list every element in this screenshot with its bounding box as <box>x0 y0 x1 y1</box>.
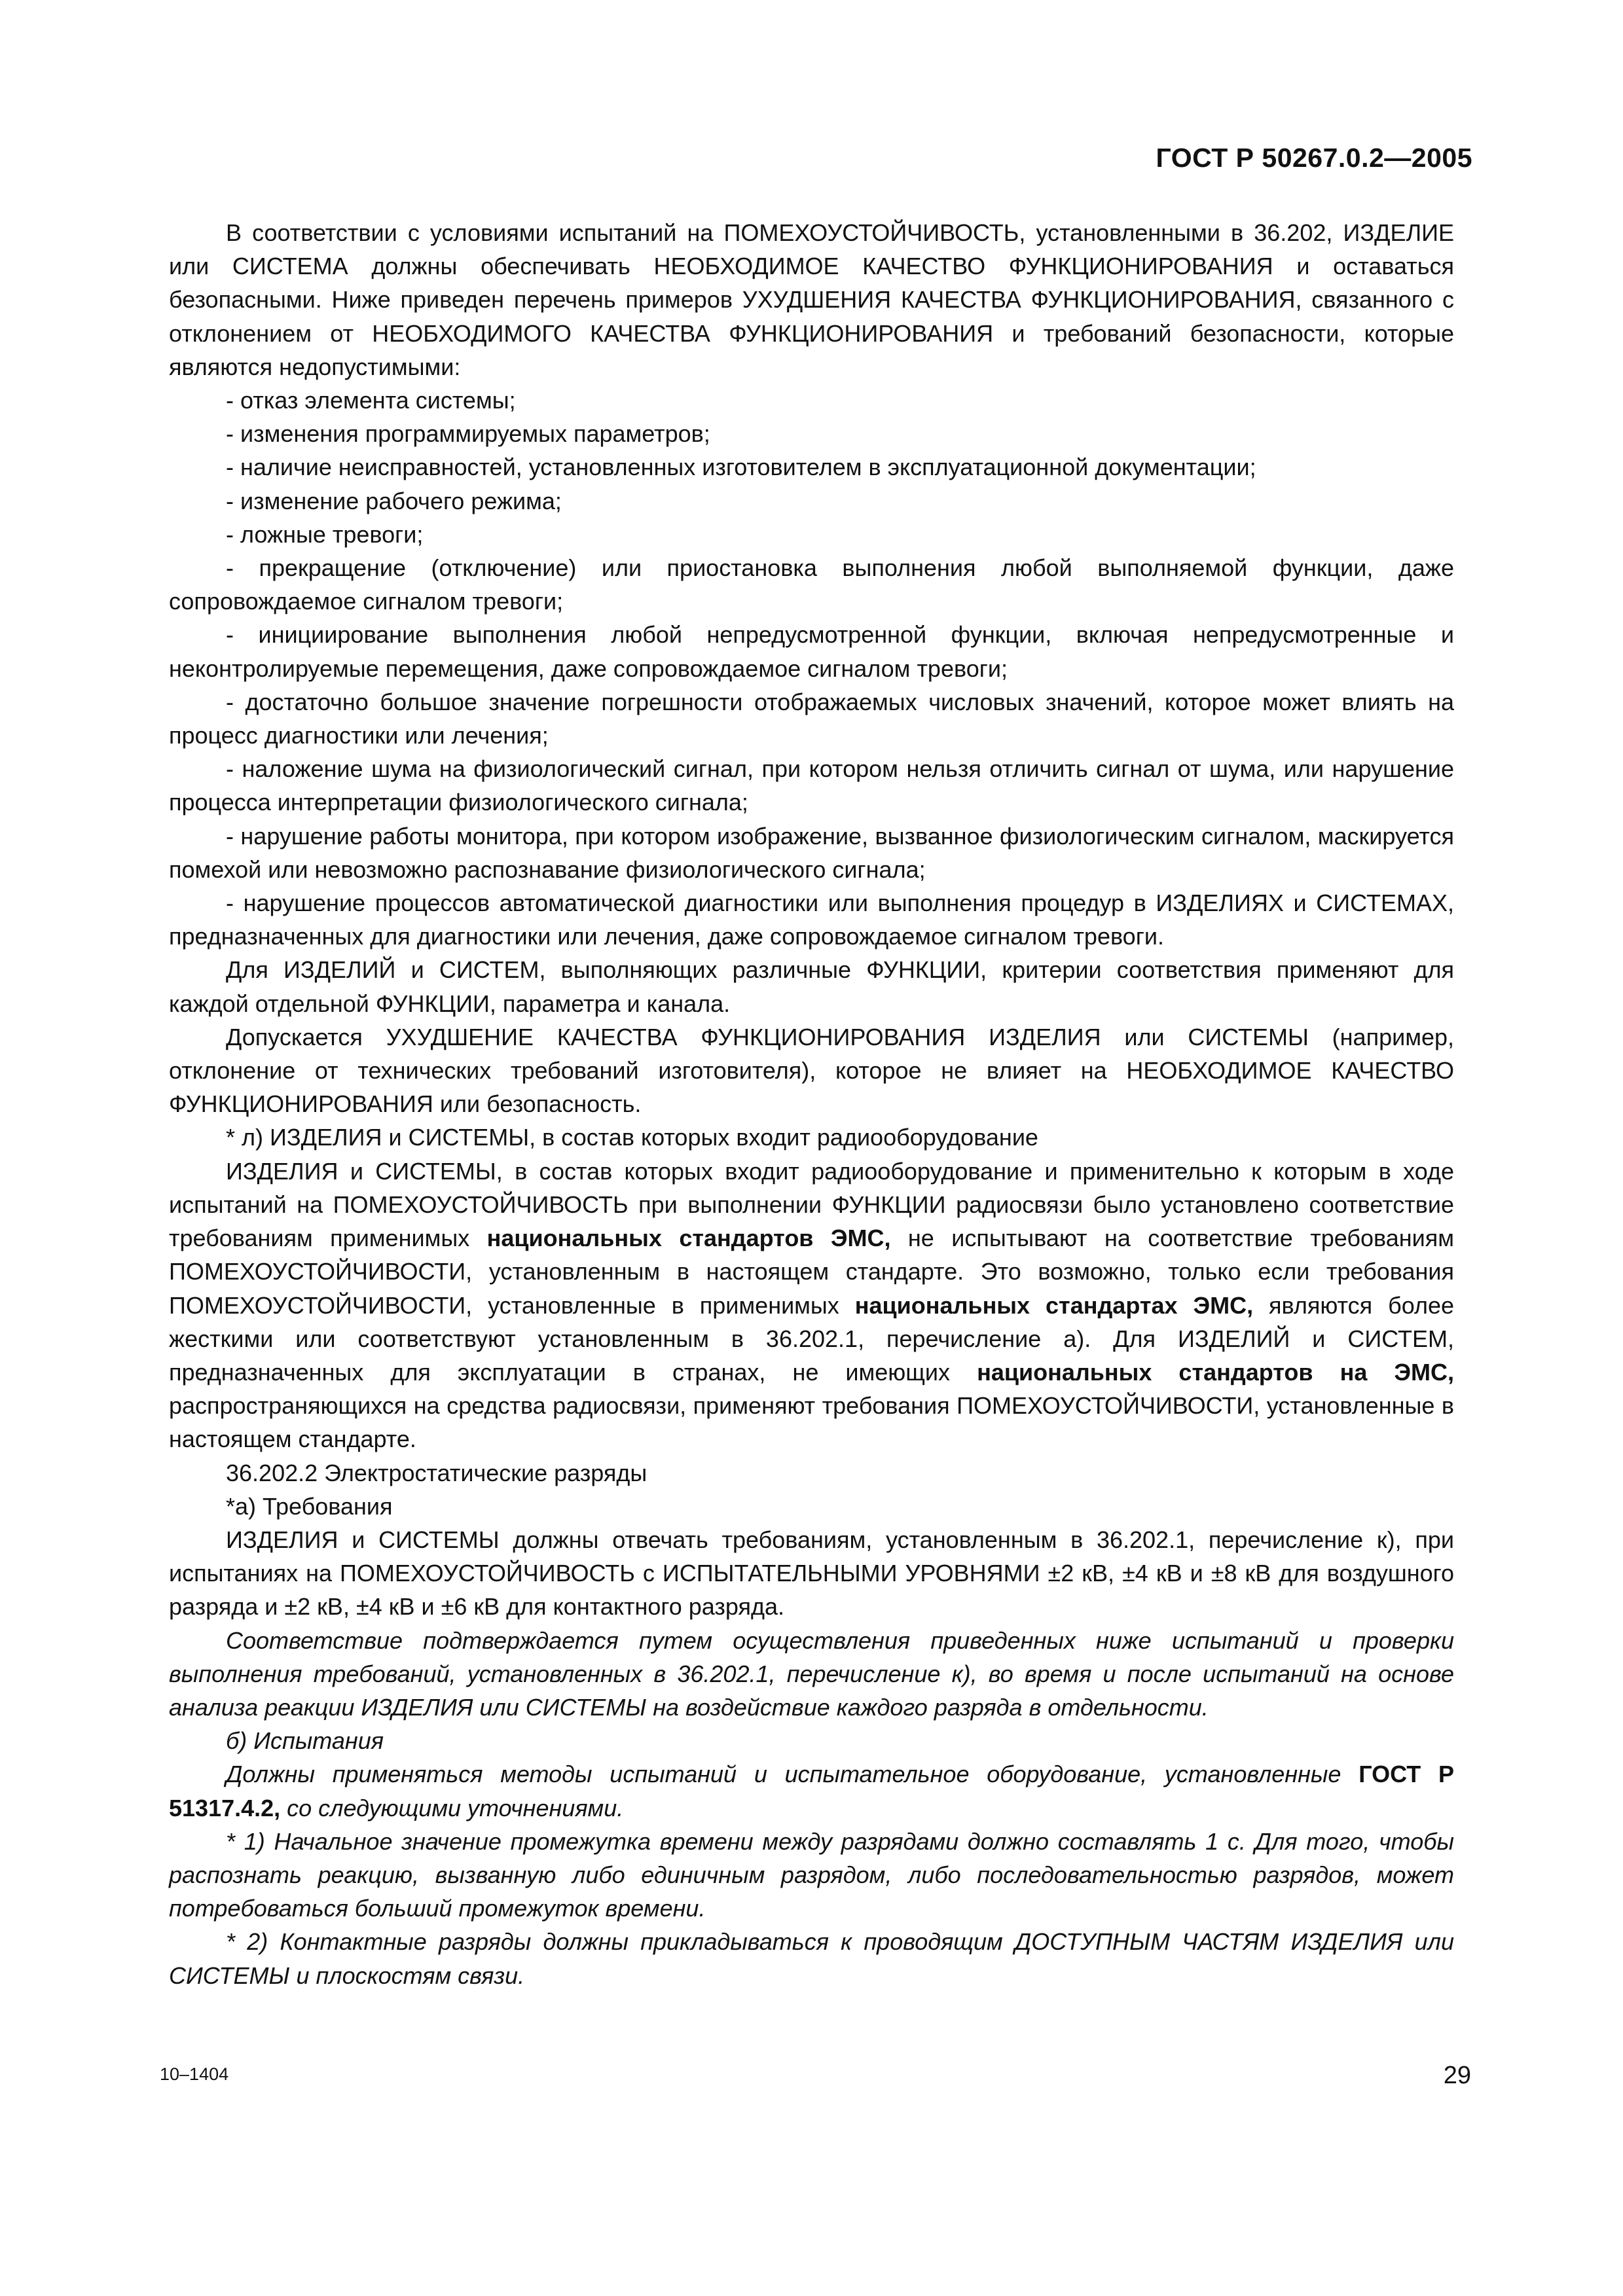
text-run: ИЗДЕЛИЯ и СИСТЕМЫ, в состав которых входит радиооборудование и применительно к которым в ходе испытаний на ПОМЕХОУСТОЙЧИВОСТЬ при выполнении ФУНКЦИИ радиосвязи было установлено соответствие требованиям применимых <box>169 1157 1454 1252</box>
standard-reference: ГОСТ Р 51317.4.2, <box>169 1761 1454 1821</box>
list-item: - нарушение процессов автоматической диагностики или выполнения процедур в ИЗДЕЛИЯХ и СИСТЕМАХ, предназначенных для диагностики или лечения, даже сопровождаемое сигналом тревоги. <box>169 889 1454 950</box>
test-methods-paragraph <box>169 1757 1454 1824</box>
conformity-paragraph: Соответствие подтверждается путем осуществления приведенных ниже испытаний и проверки выполнения требований, установленных в 36.202.1, перечисление к), во время и после испытаний на основе анализа реакции ИЗДЕЛИЯ или СИСТЕМЫ на воздействие каждого разряда в отдельности. <box>169 1626 1454 1721</box>
item-l-title: * л) ИЗДЕЛИЯ и СИСТЕМЫ, в состав которых входит радиооборудование <box>226 1124 1038 1151</box>
emphasis-national-standards: национальных стандартов на ЭМС, <box>977 1358 1454 1386</box>
allowed-degradation-paragraph: Допускается УХУДШЕНИЕ КАЧЕСТВА ФУНКЦИОНИРОВАНИЯ ИЗДЕЛИЯ или СИСТЕМЫ (например, отклонение от технических требований изготовителя), которое не влияет на НЕОБХОДИМОЕ КАЧЕСТВО ФУНКЦИОНИРОВАНИЯ или безопасность. <box>169 1023 1454 1118</box>
subsection-tests: б) Испытания <box>226 1727 384 1755</box>
standard-header: ГОСТ Р 50267.0.2—2005 <box>1156 143 1472 173</box>
intro-paragraph: В соответствии с условиями испытаний на ПОМЕХОУСТОЙЧИВОСТЬ, установленными в 36.202, ИЗДЕЛИЕ или СИСТЕМА должны обеспечивать НЕОБХОДИМОЕ КАЧЕСТВО ФУНКЦИОНИРОВАНИЯ и оставаться безопасными. Ниже приведен перечень примеров УХУДШЕНИЯ КАЧЕСТВА ФУНКЦИОНИРОВАНИЯ, связанного с отклонением от НЕОБХОДИМОГО КАЧЕСТВА ФУНКЦИОНИРОВАНИЯ и требований безопасности, которые являются недопустимыми: <box>169 219 1454 380</box>
text-run: распространяющихся на средства радиосвязи, применяют требования ПОМЕХОУСТОЙЧИВОСТИ, установленные в настоящем стандарте. <box>169 1392 1454 1453</box>
list-item: - наложение шума на физиологический сигнал, при котором нельзя отличить сигнал от шума, или нарушение процесса интерпретации физиологического сигнала; <box>169 755 1454 816</box>
page-number: 29 <box>1443 2062 1471 2089</box>
print-order-code: 10–1404 <box>160 2064 229 2084</box>
emphasis-national-standards: национальных стандартах ЭМС, <box>854 1291 1254 1319</box>
note-1: * 1) Начальное значение промежутка времени между разрядами должно составлять 1 с. Для того, чтобы распознать реакцию, вызванную либо единичным разрядом, либо последовательностью разрядов, может потребоваться больший промежуток времени. <box>169 1827 1454 1922</box>
list-item: - наличие неисправностей, установленных изготовителем в эксплуатационной документации; <box>226 454 1256 481</box>
list-item: - ложные тревоги; <box>226 520 424 548</box>
section-heading-esd: 36.202.2 Электростатические разряды <box>226 1459 647 1486</box>
subsection-requirements: *а) Требования <box>226 1492 393 1520</box>
text-run: не испытывают на соответствие требованиям ПОМЕХОУСТОЙЧИВОСТИ, установленным в настоящем стандарте. Это возможно, только если требования ПОМЕХОУСТОЙЧИВОСТИ, установленные в применимых <box>169 1225 1455 1319</box>
functions-paragraph: Для ИЗДЕЛИЙ и СИСТЕМ, выполняющих различные ФУНКЦИИ, критерии соответствия применяют для каждой отдельной ФУНКЦИИ, параметра и канала. <box>169 956 1454 1017</box>
emphasis-national-standards: национальных стандартов ЭМС, <box>486 1225 891 1252</box>
text-run: со следующими уточнениями. <box>280 1794 624 1821</box>
text-run: являются более жесткими или соответствуют установленным в 36.202.1, перечисление а). Для ИЗДЕЛИЙ и СИСТЕМ, предназначенных для эксплуатации в странах, не имеющих <box>169 1291 1455 1386</box>
list-item: - изменение рабочего режима; <box>226 487 562 514</box>
requirements-paragraph: ИЗДЕЛИЯ и СИСТЕМЫ должны отвечать требованиям, установленным в 36.202.1, перечисление к), при испытаниях на ПОМЕХОУСТОЙЧИВОСТЬ с ИСПЫТАТЕЛЬНЫМИ УРОВНЯМИ ±2 кВ, ±4 кВ и ±8 кВ для воздушного разряда и ±2 кВ, ±4 кВ и ±6 кВ для контактного разряда. <box>169 1526 1454 1621</box>
radio-equipment-paragraph <box>169 1155 1454 1456</box>
list-item: - инициирование выполнения любой непредусмотренной функции, включая непредусмотренные и неконтролируемые перемещения, даже сопровождаемое сигналом тревоги; <box>169 621 1454 682</box>
unacceptable-degradation-list <box>169 384 1454 953</box>
document-body <box>169 216 1454 1992</box>
list-item: - нарушение работы монитора, при котором изображение, вызванное физиологическим сигналом, маскируется помехой или невозможно распознавание физиологического сигнала; <box>169 822 1454 883</box>
list-item: - достаточно большое значение погрешности отображаемых числовых значений, которое может влиять на процесс диагностики или лечения; <box>169 688 1454 749</box>
list-item: - прекращение (отключение) или приостановка выполнения любой выполняемой функции, даже сопровождаемое сигналом тревоги; <box>169 554 1454 615</box>
list-item: - отказ элемента системы; <box>226 387 516 414</box>
note-2: * 2) Контактные разряды должны прикладываться к проводящим ДОСТУПНЫМ ЧАСТЯМ ИЗДЕЛИЯ или СИСТЕМЫ и плоскостям связи. <box>169 1928 1454 1989</box>
text-run: Должны применяться методы испытаний и испытательное оборудование, установленные <box>226 1761 1359 1788</box>
list-item: - изменения программируемых параметров; <box>226 420 710 448</box>
